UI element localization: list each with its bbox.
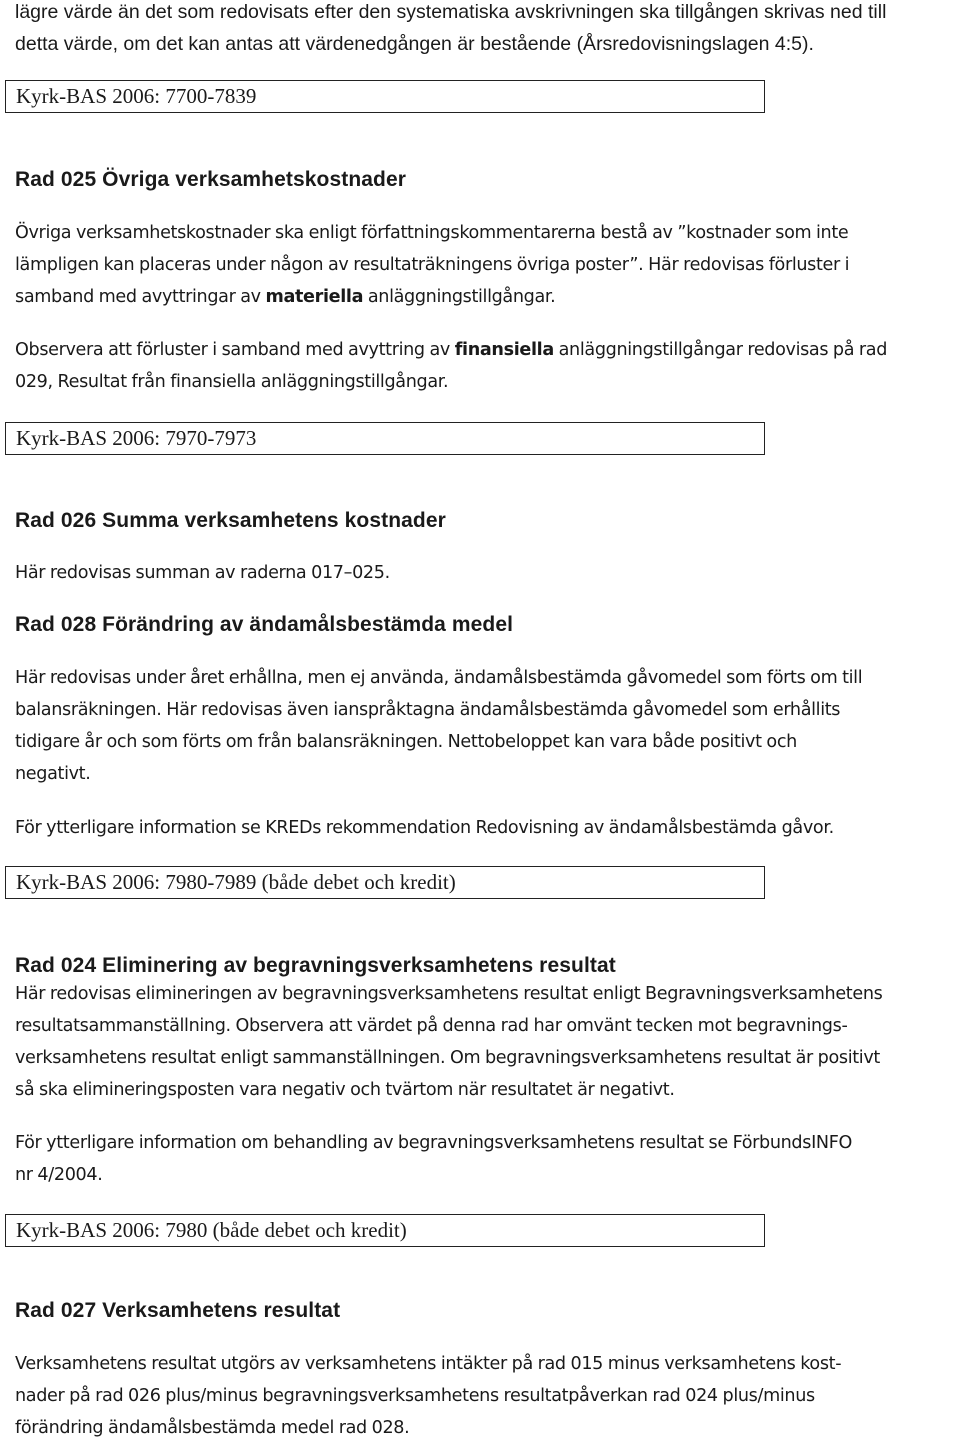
text-run: anläggningstillgångar redovisas på rad — [553, 340, 888, 360]
intro-line: lägre värde än det som redovisats efter den systematiska avskrivningen ska tillgången skrivas ned till — [15, 1, 887, 23]
paragraph-line: För ytterligare information om behandling av begravningsverksamhetens resultat se FörbundsINFO — [15, 1133, 852, 1153]
section-heading-rad-025: Rad 025 Övriga verksamhetskostnader — [15, 168, 407, 191]
paragraph-line: lämpligen kan placeras under någon av resultaträkningens övriga poster”. Här redovisas förluster i — [15, 255, 850, 275]
kyrkbas-account-box: Kyrk-BAS 2006: 7970-7973 — [5, 422, 765, 455]
paragraph-line — [15, 334, 955, 366]
paragraph-line: resultatsammanställning. Observera att värdet på denna rad har omvänt tecken mot begravnings- — [15, 1016, 848, 1036]
text-run: samband med avyttringar av — [15, 287, 266, 307]
rad-025-paragraph-2 — [15, 334, 955, 398]
kyrkbas-account-box: Kyrk-BAS 2006: 7980-7989 (både debet och kredit) — [5, 866, 765, 899]
paragraph-line: verksamhetens resultat enligt sammanställningen. Om begravningsverksamhetens resultat är positivt — [15, 1048, 880, 1068]
paragraph-line: Här redovisas under året erhållna, men ej använda, ändamålsbestämda gåvomedel som förts om till — [15, 668, 863, 688]
paragraph-line: 029, Resultat från finansiella anläggningstillgångar. — [15, 372, 449, 392]
paragraph-line: negativt. — [15, 764, 91, 784]
paragraph-line: nr 4/2004. — [15, 1165, 103, 1185]
rad-026-paragraph: Här redovisas summan av raderna 017–025. — [15, 563, 390, 583]
text-run: Observera att förluster i samband med avyttring av — [15, 340, 455, 360]
section-heading-rad-028: Rad 028 Förändring av ändamålsbestämda medel — [15, 613, 514, 636]
rad-028-paragraph-1 — [15, 662, 955, 790]
text-run: anläggningstillgångar. — [363, 287, 556, 307]
kyrkbas-account-box: Kyrk-BAS 2006: 7980 (både debet och kredit) — [5, 1214, 765, 1247]
rad-028-paragraph-2: För ytterligare information se KREDs rekommendation Redovisning av ändamålsbestämda gåvor. — [15, 818, 834, 838]
section-heading-rad-024: Rad 024 Eliminering av begravningsverksamhetens resultat — [15, 954, 616, 977]
section-heading-rad-027: Rad 027 Verksamhetens resultat — [15, 1299, 341, 1322]
paragraph-line: nader på rad 026 plus/minus begravningsverksamhetens resultatpåverkan rad 024 plus/minus — [15, 1386, 815, 1406]
intro-paragraph — [15, 0, 955, 60]
section-heading-rad-026: Rad 026 Summa verksamhetens kostnader — [15, 509, 446, 532]
rad-024-paragraph-1 — [15, 978, 955, 1106]
rad-027-paragraph — [15, 1348, 955, 1444]
paragraph-line: tidigare år och som förts om från balansräkningen. Nettobeloppet kan vara både positivt och — [15, 732, 797, 752]
paragraph-line: balansräkningen. Här redovisas även ianspråktagna ändamålsbestämda gåvomedel som erhållits — [15, 700, 841, 720]
paragraph-line: Här redovisas elimineringen av begravningsverksamhetens resultat enligt Begravningsverksamhetens — [15, 984, 883, 1004]
paragraph-line: så ska elimineringsposten vara negativ och tvärtom när resultatet är negativt. — [15, 1080, 675, 1100]
kyrkbas-account-box: Kyrk-BAS 2006: 7700-7839 — [5, 80, 765, 113]
bold-term: finansiella — [454, 340, 554, 360]
rad-025-paragraph-1 — [15, 217, 955, 313]
paragraph-line: Verksamhetens resultat utgörs av verksamhetens intäkter på rad 015 minus verksamhetens kost- — [15, 1354, 842, 1374]
paragraph-line: Övriga verksamhetskostnader ska enligt författningskommentarerna bestå av ”kostnader som inte — [15, 223, 849, 243]
rad-024-paragraph-2 — [15, 1127, 955, 1191]
paragraph-line — [15, 281, 955, 313]
intro-line: detta värde, om det kan antas att värdenedgången är bestående (Årsredovisningslagen 4:5). — [15, 33, 814, 55]
paragraph-line: förändring ändamålsbestämda medel rad 028. — [15, 1418, 410, 1438]
bold-term: materiella — [265, 287, 364, 307]
